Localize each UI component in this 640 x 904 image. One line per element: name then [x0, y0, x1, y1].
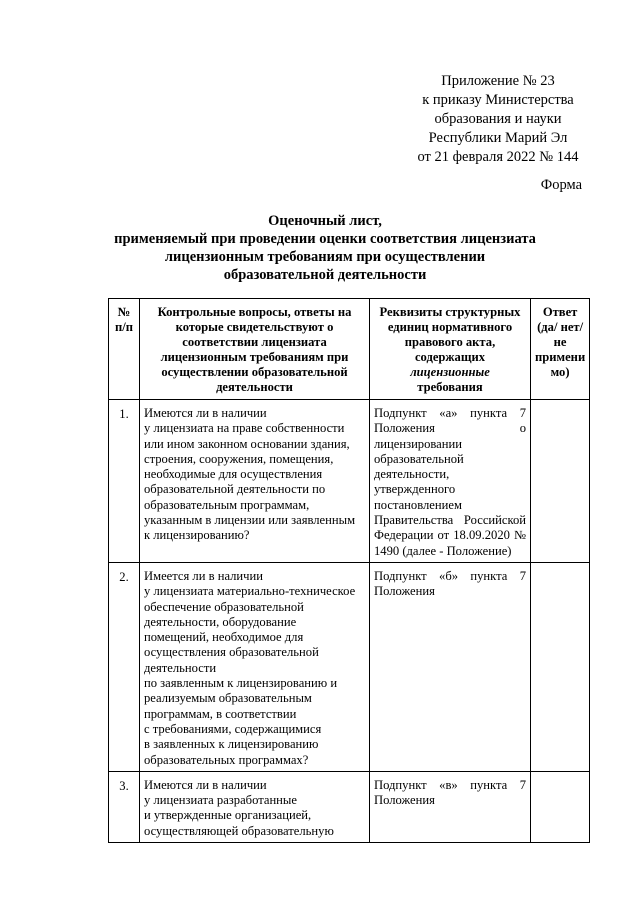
row-number: 3.	[109, 771, 140, 842]
question-line: по заявленным к лицензированию и	[144, 676, 338, 691]
question-line: в заявленных к лицензированию	[144, 737, 319, 752]
question-line: образовательной деятельности по	[144, 482, 326, 497]
question-line: образовательных программах?	[144, 752, 309, 767]
requisite-reference: Подпункт «а» пункта 7 Положения о лицензировании образовательной деятельности, утвержденного постановлением Правительства Российской Федерации от 18.09.2020 № 1490 (далее - Положение)	[370, 400, 531, 563]
header-text: №	[117, 305, 131, 319]
answer-cell[interactable]	[531, 562, 590, 771]
header-text: не	[553, 335, 567, 349]
title-line: применяемый при проведении оценки соответствия лицензиата	[114, 231, 536, 247]
question-line: у лицензиата разработанные	[144, 793, 297, 808]
header-answer	[531, 299, 590, 400]
question-line: у лицензиата материально-техническое	[144, 584, 356, 599]
header-text: (да/ нет/	[537, 320, 584, 334]
appendix-line: к приказу Министерства	[422, 92, 574, 108]
question-line: деятельности, оборудование	[144, 614, 297, 629]
answer-cell[interactable]	[531, 771, 590, 842]
header-text: содержащих	[414, 350, 486, 364]
question-line: осуществления образовательной	[144, 645, 319, 660]
question-line: строения, сооружения, помещения,	[144, 451, 334, 466]
appendix-line: образования и науки	[434, 111, 562, 127]
control-question	[140, 562, 370, 771]
question-line: образовательным программам,	[144, 497, 310, 512]
header-text: которые свидетельствуют о	[175, 320, 334, 334]
question-line: указанным в лицензии или заявленным	[144, 513, 356, 528]
appendix-line: от 21 февраля 2022 № 144	[417, 149, 579, 165]
header-text: Реквизиты структурных	[379, 305, 521, 319]
header-text: примени	[535, 350, 586, 364]
question-line: к лицензированию?	[144, 528, 250, 543]
table-row	[109, 771, 590, 842]
question-line: обеспечение образовательной	[144, 599, 304, 614]
question-line: или ином законном основании здания,	[144, 436, 350, 451]
question-line: Имеются ли в наличии	[144, 406, 267, 420]
row-number: 1.	[109, 400, 140, 563]
header-text: лицензионным требованиям при	[160, 350, 349, 364]
question-line: Имеется ли в наличии	[144, 568, 263, 583]
appendix-line: Приложение № 23	[441, 73, 555, 89]
header-text: правового акта,	[404, 335, 496, 349]
header-text: Контрольные вопросы, ответы на	[157, 305, 352, 319]
header-text: осуществлении образовательной	[161, 365, 348, 379]
question-line: осуществляющей образовательную	[144, 823, 334, 838]
header-text: п/п	[114, 320, 133, 334]
answer-cell[interactable]	[531, 400, 590, 563]
question-line: у лицензиата на праве собственности	[144, 421, 345, 436]
header-text: деятельности	[216, 380, 293, 394]
question-line: деятельности	[144, 660, 217, 675]
table-row	[109, 562, 590, 771]
table-header-row	[109, 299, 590, 400]
question-line: Имеются ли в наличии	[144, 777, 267, 792]
document-title	[95, 212, 555, 284]
header-question	[140, 299, 370, 400]
question-line: с требованиями, содержащимися	[144, 721, 322, 736]
question-line: программам, в соответствии	[144, 706, 297, 721]
title-line: образовательной деятельности	[223, 267, 427, 283]
title-line: лицензионным требованиям при осуществлении	[164, 249, 486, 265]
question-line: реализуемым образовательным	[144, 691, 312, 706]
header-text: соответствии лицензиата	[182, 335, 327, 349]
header-text: требования	[417, 380, 483, 394]
header-text: лицензионные	[410, 365, 490, 379]
header-num	[109, 299, 140, 400]
question-line: и утвержденные организацией,	[144, 808, 312, 823]
header-requisites	[370, 299, 531, 400]
appendix-line: Республики Марий Эл	[428, 130, 568, 146]
question-line: необходимые для осуществления	[144, 467, 323, 482]
header-text: Ответ	[542, 305, 578, 319]
appendix-block	[388, 72, 608, 167]
question-line: помещений, необходимое для	[144, 630, 304, 645]
requisite-reference: Подпункт «б» пункта 7 Положения	[370, 562, 531, 771]
evaluation-table	[108, 298, 590, 843]
form-label: Форма	[540, 177, 582, 193]
control-question	[140, 771, 370, 842]
header-text: мо)	[550, 365, 570, 379]
requisite-reference: Подпункт «в» пункта 7 Положения	[370, 771, 531, 842]
header-text: единиц нормативного	[387, 320, 513, 334]
row-number: 2.	[109, 562, 140, 771]
title-line: Оценочный лист,	[268, 213, 382, 229]
table-row	[109, 400, 590, 563]
control-question	[140, 400, 370, 563]
